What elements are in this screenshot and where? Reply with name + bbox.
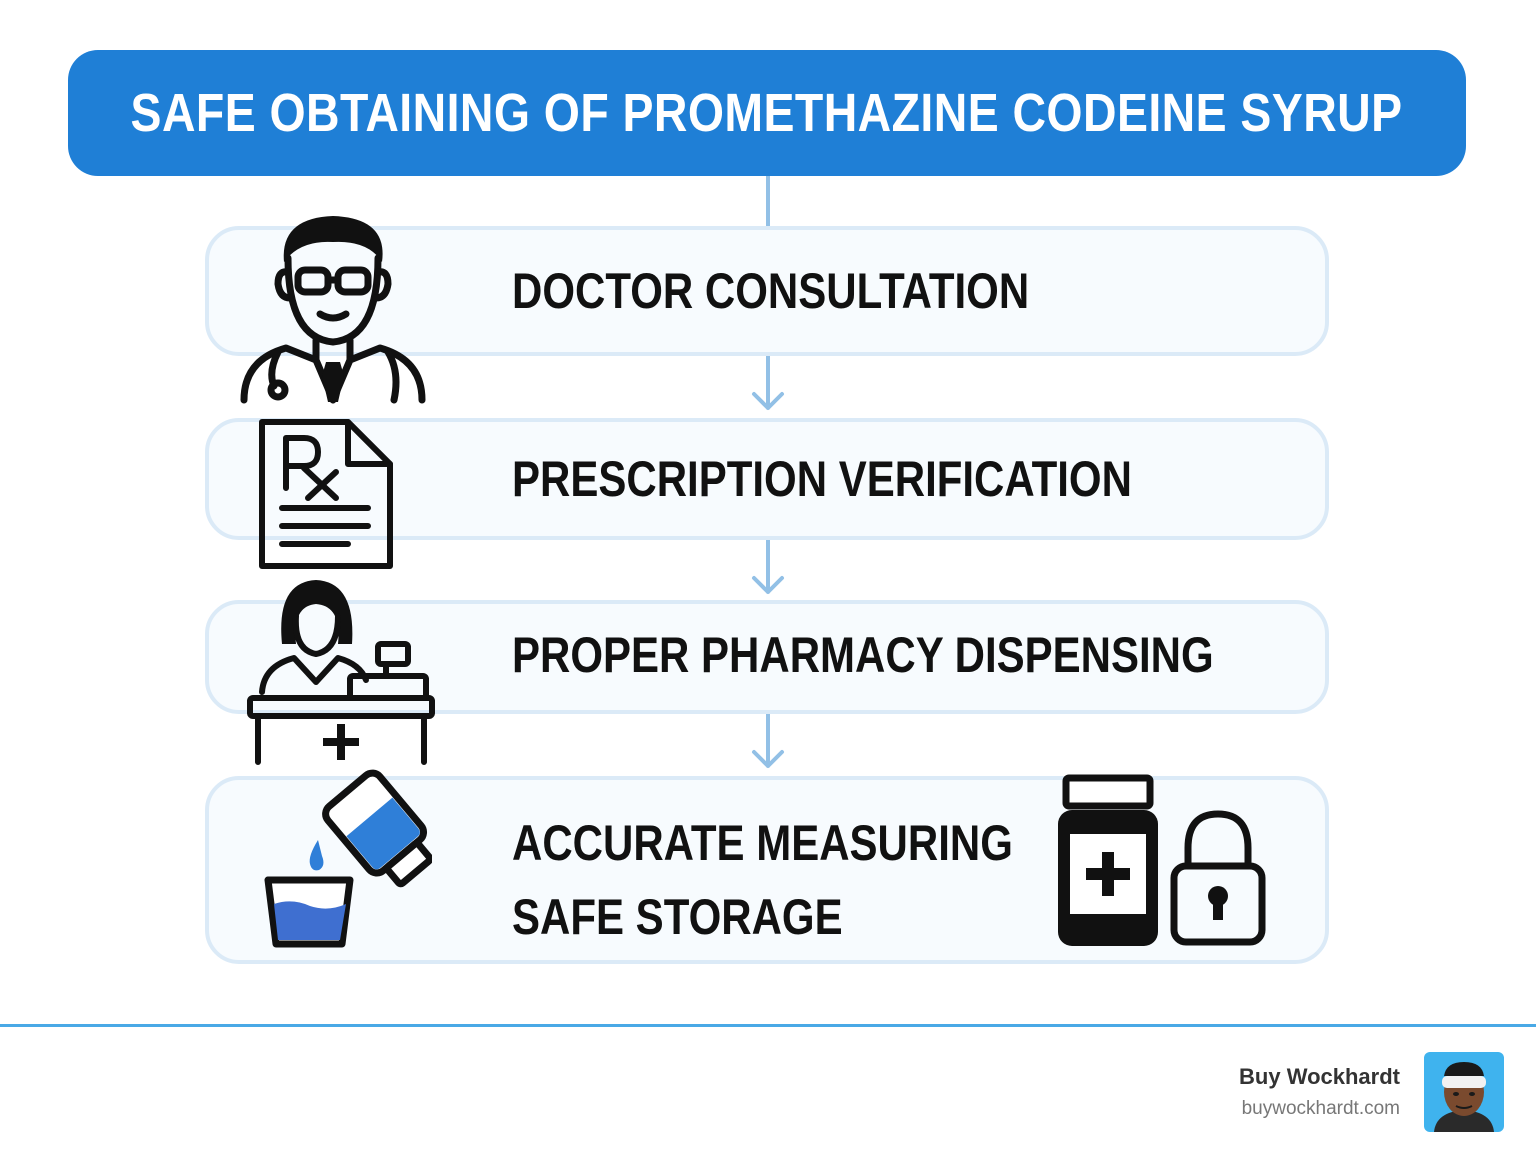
title-banner bbox=[68, 50, 1466, 176]
step-label: PRESCRIPTION VERIFICATION bbox=[512, 451, 1132, 507]
connector-line bbox=[766, 176, 770, 226]
pharmacist-icon bbox=[244, 576, 438, 766]
padlock-icon bbox=[1168, 808, 1268, 948]
pouring-bottle-icon bbox=[262, 756, 432, 952]
footer-divider bbox=[0, 1024, 1536, 1027]
page-title: SAFE OBTAINING OF PROMETHAZINE CODEINE SYRUP bbox=[131, 83, 1404, 143]
arrow-down-icon bbox=[748, 538, 788, 598]
brand-name: Buy Wockhardt bbox=[1239, 1064, 1400, 1089]
doctor-icon bbox=[238, 210, 428, 406]
medicine-bottle-icon bbox=[1054, 774, 1162, 950]
arrow-down-icon bbox=[748, 712, 788, 772]
avatar-portrait-icon bbox=[1424, 1052, 1504, 1132]
step-label: SAFE STORAGE bbox=[512, 889, 843, 945]
step-label: DOCTOR CONSULTATION bbox=[512, 263, 1030, 319]
arrow-down-icon bbox=[748, 354, 788, 414]
prescription-icon bbox=[256, 416, 396, 572]
step-label: PROPER PHARMACY DISPENSING bbox=[512, 627, 1214, 683]
brand-url: buywockhardt.com bbox=[1241, 1098, 1400, 1119]
step-label: ACCURATE MEASURING bbox=[512, 815, 1013, 871]
avatar bbox=[1424, 1052, 1504, 1132]
